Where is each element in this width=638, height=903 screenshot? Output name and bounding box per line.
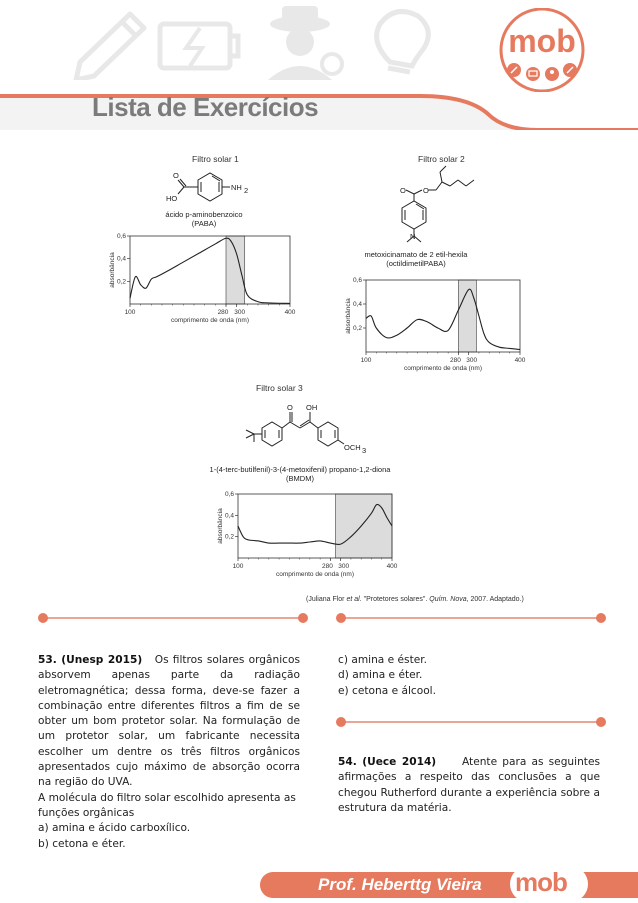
figure-title: Filtro solar 2 (418, 154, 465, 164)
x-tick-label: 300 (338, 563, 350, 570)
figure-filter-3 (208, 380, 408, 586)
y-tick-label: 0,4 (116, 255, 126, 263)
question-54 (338, 755, 600, 816)
figure-filter-1 (104, 150, 304, 330)
option-e: e) cetona e álcool. (338, 684, 436, 697)
option-c: c) amina e éster. (338, 654, 427, 666)
divider-left (38, 613, 308, 623)
atom-n: N (410, 232, 416, 241)
lightbulb-icon (377, 12, 429, 73)
paba-molecule (178, 173, 230, 201)
molecule-abbr: (PABA) (191, 219, 217, 228)
y-axis-label: absorbância (345, 298, 352, 334)
x-axis-label: comprimento de onda (nm) (170, 317, 250, 324)
author-name: Prof. Heberttg Vieira (318, 875, 482, 894)
divider-right-top (336, 613, 606, 623)
atom-och3: OCH (344, 443, 361, 452)
absorbance-chart-2 (345, 277, 526, 372)
figure-title: Filtro solar 1 (192, 154, 239, 164)
plot-frame (366, 280, 520, 352)
y-tick-label: 0,2 (352, 325, 362, 332)
atom-nh2-subscript: 2 (244, 186, 249, 195)
option-b: b) cetona e éter. (38, 837, 126, 850)
molecule-name: ácido p-aminobenzoico (165, 210, 243, 219)
mob-logo (486, 8, 598, 92)
question-53-statement: 53. (Unesp 2015) Os filtros solares orgânicos absorvem apenas parte da radiação eletromagnética; dessa forma, deve-se fazer a combinação entre diferentes filtros a fim de se obter um bom protetor solar. Na formulação de um protetor solar, um fabricante necessita escolher um dentre os três filtros orgânicos apresentados cujo máximo de absorção ocorra na região do UVA. (38, 654, 300, 789)
pencil-icon (76, 14, 144, 80)
atom-o: O (423, 186, 429, 195)
figure-citation: (Juliana Flor et al. "Protetores solares". Quím. Nova, 2007. Adaptado.) (306, 596, 524, 603)
y-axis-label: absorbância (109, 252, 116, 288)
figure-title: Filtro solar 3 (256, 383, 303, 393)
plot-frame (130, 236, 290, 304)
y-axis-label: absorbância (217, 508, 224, 544)
logo-text: mob (508, 23, 576, 59)
divider-right-mid (336, 717, 606, 727)
battery-icon (160, 24, 238, 68)
x-tick-label: 280 (449, 357, 461, 364)
atom-o: O (173, 171, 179, 180)
x-tick-label: 400 (514, 357, 526, 364)
figure-filter-2 (330, 150, 535, 376)
question-53-prompt: A molécula do filtro solar escolhido apresenta as funções orgânicas (38, 791, 296, 819)
option-a: a) amina e ácido carboxílico. (38, 822, 191, 835)
y-tick-label: 0,2 (116, 278, 126, 286)
absorbance-chart-3 (217, 491, 398, 578)
bmdm-molecule (246, 412, 344, 446)
x-tick-label: 100 (124, 309, 136, 316)
detective-icon (268, 6, 342, 80)
uva-highlight-band (336, 494, 392, 558)
x-tick-label: 400 (386, 563, 398, 570)
molecule-name: 1-(4-terc-butilfenil)-3-(4-metoxifenil) propano-1,2-diona (209, 465, 391, 474)
x-tick-label: 300 (234, 309, 246, 316)
question-header: 54. (Uece 2014) (338, 756, 437, 768)
footer-logo-text: mob (515, 867, 567, 897)
atom-o: O (287, 403, 293, 412)
uva-highlight-band (226, 236, 245, 304)
y-tick-label: 0,6 (352, 277, 362, 284)
question-53 (38, 653, 300, 852)
x-tick-label: 100 (232, 563, 244, 570)
absorbance-chart-1 (109, 233, 296, 324)
question-54-statement: 54. (Uece 2014) Atente para as seguintes afirmações a respeito das conclusões a que chegou Rutherford durante a experiência sobre a estrutura da matéria. (338, 756, 600, 814)
page-title: Lista de Exercícios (92, 92, 319, 122)
molecule-abbr: (BMDM) (286, 474, 314, 483)
x-tick-label: 400 (284, 309, 296, 316)
y-tick-label: 0,2 (224, 533, 234, 541)
absorbance-curve (130, 238, 290, 303)
atom-och3-subscript: 3 (362, 446, 367, 455)
question-53-continued (338, 653, 600, 699)
page-header (0, 0, 638, 130)
atom-o: O (400, 186, 406, 195)
page-footer (0, 862, 638, 903)
atom-oh: HO (166, 194, 178, 203)
option-d: d) amina e éter. (338, 669, 423, 682)
x-tick-label: 300 (466, 357, 478, 364)
molecule-abbr: (octildimetilPABA) (386, 259, 446, 268)
question-header: 53. (Unesp 2015) (38, 654, 143, 666)
molecule-name: metoxicinamato de 2 etil-hexila (364, 250, 468, 259)
x-tick-label: 280 (217, 309, 229, 316)
x-axis-label: comprimento de onda (nm) (403, 365, 483, 372)
y-tick-label: 0,4 (224, 512, 234, 520)
x-tick-label: 280 (321, 563, 333, 570)
absorbance-curve (366, 289, 520, 349)
chalkboard-icon (526, 67, 540, 81)
atom-oh: OH (306, 403, 318, 412)
y-tick-label: 0,6 (224, 491, 234, 498)
x-tick-label: 100 (360, 357, 372, 364)
x-axis-label: comprimento de onda (nm) (275, 571, 355, 578)
y-tick-label: 0,6 (116, 233, 126, 240)
y-tick-label: 0,4 (352, 301, 362, 308)
octyl-molecule (402, 166, 474, 242)
atom-nh2: NH (231, 183, 242, 192)
header-icon-strip (60, 2, 440, 80)
